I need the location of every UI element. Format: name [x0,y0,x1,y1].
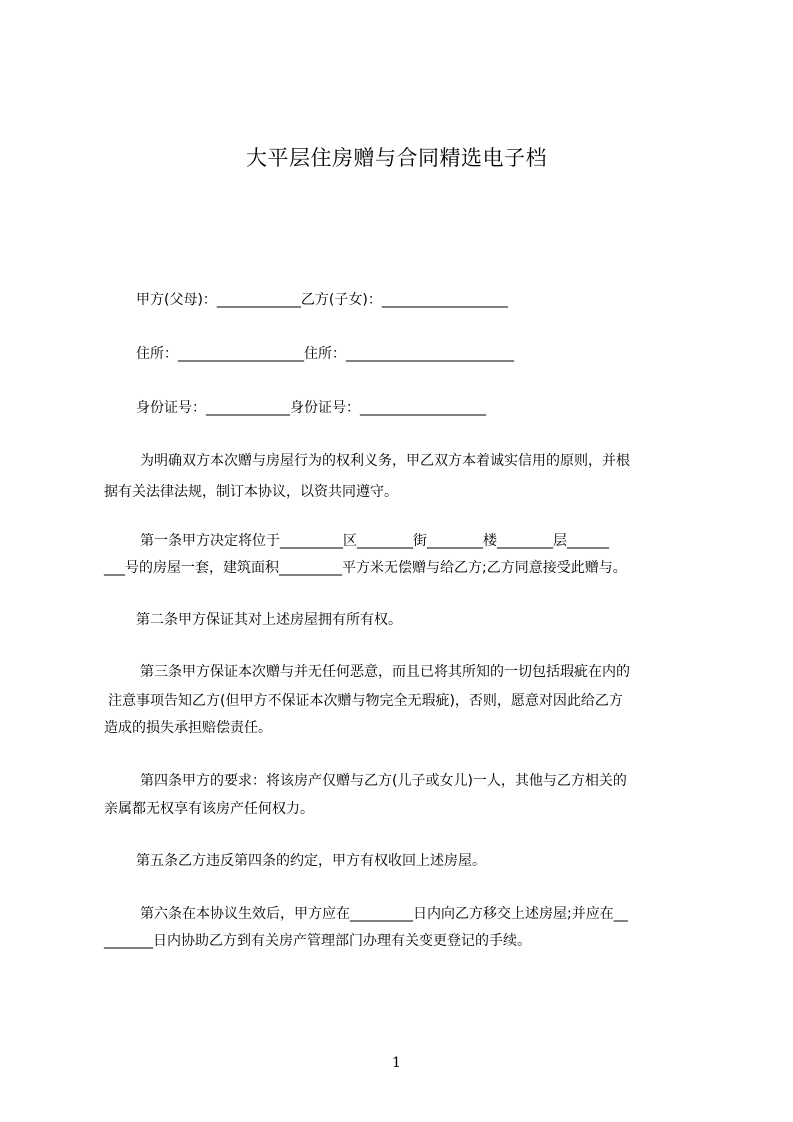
article-5-line-1: 第五条乙方违反第四条的约定，甲方有权收回上述房屋。 [136,853,486,869]
article-3-line-2: 注意事项告知乙方(但甲方不保证本次赠与物完全无瑕疵)，否则，愿意对因此给乙方 [108,693,623,709]
article-6-line-2: _______日内协助乙方到有关房产管理部门办理有关变更登记的手续。 [104,933,531,949]
party-id-line: 身份证号：____________身份证号：__________________ [136,400,486,416]
article-6-line-1: 第六条在本协议生效后，甲方应在_________日内向乙方移交上述房屋;并应在__ [140,906,628,922]
article-1-line-1: 第一条甲方决定将位于_________区________街________楼________层______ [140,533,609,549]
party-names-line: 甲方(父母)：____________乙方(子女)：__________________ [136,292,508,308]
article-3-line-1: 第三条甲方保证本次赠与并无任何恶意，而且已将其所知的一切包括瑕疵在内的 [140,664,630,680]
article-1-line-2: ___号的房屋一套，建筑面积_________平方米无偿赠与给乙方;乙方同意接受此赠与。 [104,560,627,576]
article-4-line-2: 亲属都无权享有该房产任何权力。 [104,801,314,817]
article-3-line-3: 造成的损失承担赔偿责任。 [104,720,272,736]
article-4-line-1: 第四条甲方的要求：将该房产仅赠与乙方(儿子或女儿)一人，其他与乙方相关的 [140,773,627,789]
page-number: 1 [392,1055,401,1071]
party-address-line: 住所：__________________住所：________________________ [136,346,514,362]
preamble-line-2: 据有关法律法规，制订本协议，以资共同遵守。 [104,484,398,500]
article-2-line-1: 第二条甲方保证其对上述房屋拥有所有权。 [136,612,402,628]
document-title: 大平层住房赠与合同精选电子档 [246,146,547,170]
preamble-line-1: 为明确双方本次赠与房屋行为的权利义务，甲乙双方本着诚实信用的原则，并根 [140,453,630,469]
